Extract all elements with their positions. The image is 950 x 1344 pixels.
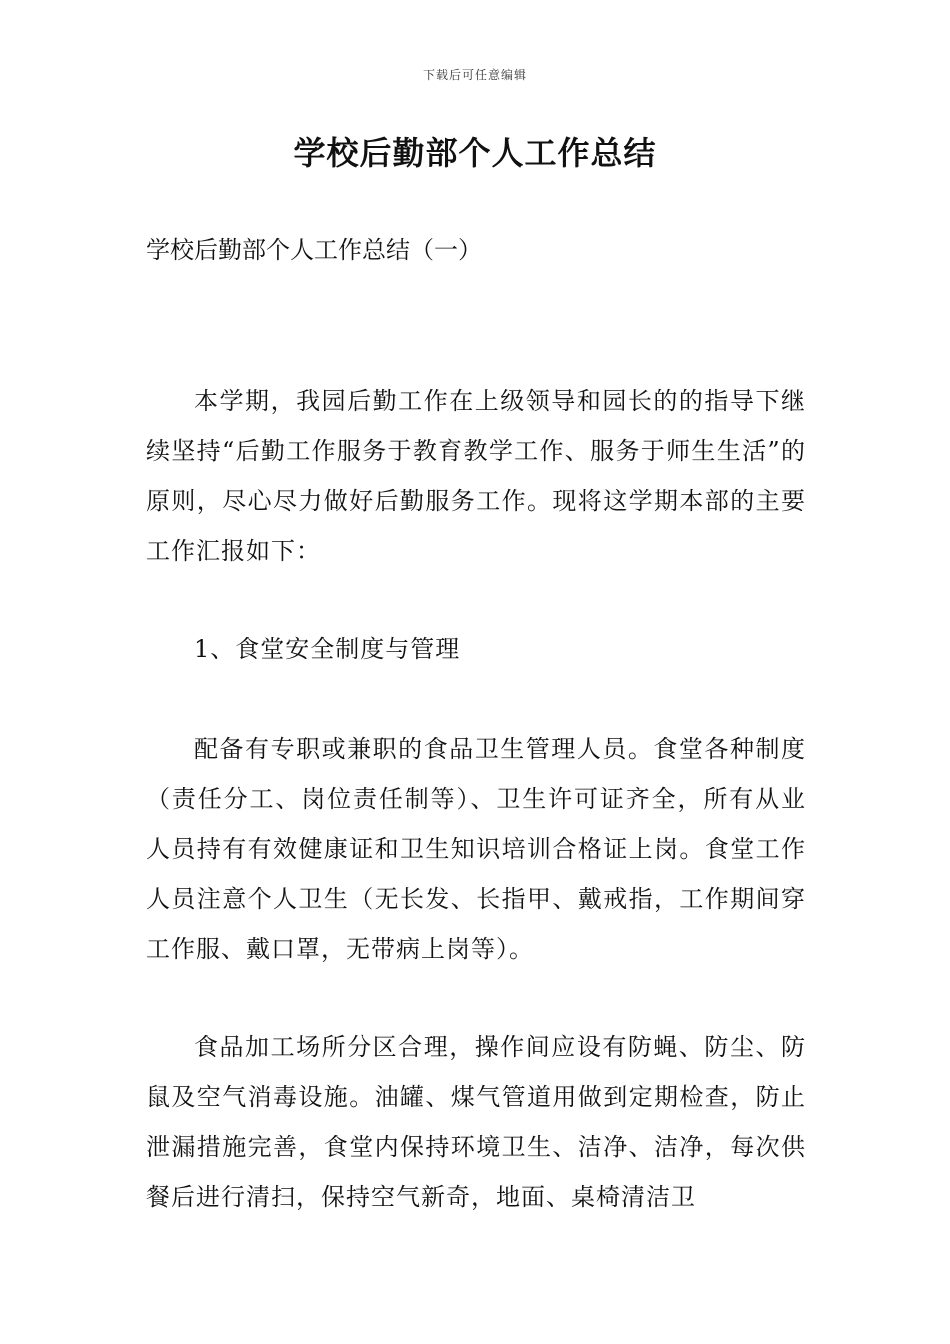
paragraph-food-processing: 食品加工场所分区合理，操作间应设有防蝇、防尘、防鼠及空气消毒设施。油罐、煤气管道用做到定期检查，防止泄漏措施完善，食堂内保持环境卫生、洁净、洁净，每次供餐后进行清扫，保持空气新奇，地面、桌椅清洁卫 <box>146 1033 806 1211</box>
paragraph-intro: 本学期，我园后勤工作在上级领导和园长的的指导下继续坚持“后勤工作服务于教育教学工作、服务于师生生活”的原则，尽心尽力做好后勤服务工作。现将这学期本部的主要工作汇报如下： <box>146 387 806 565</box>
paragraph-canteen-staff: 配备有专职或兼职的食品卫生管理人员。食堂各种制度（责任分工、岗位责任制等）、卫生许可证齐全，所有从业人员持有有效健康证和卫生知识培训合格证上岗。食堂工作人员注意个人卫生（无长发、长指甲、戴戒指，工作期间穿工作服、戴口罩，无带病上岗等）。 <box>146 735 806 963</box>
document-subtitle: 学校后勤部个人工作总结（一） <box>146 236 482 264</box>
header-note: 下载后可任意编辑 <box>422 68 527 82</box>
section-heading: 1、食堂安全制度与管理 <box>194 635 461 663</box>
document-title: 学校后勤部个人工作总结 <box>293 134 657 172</box>
